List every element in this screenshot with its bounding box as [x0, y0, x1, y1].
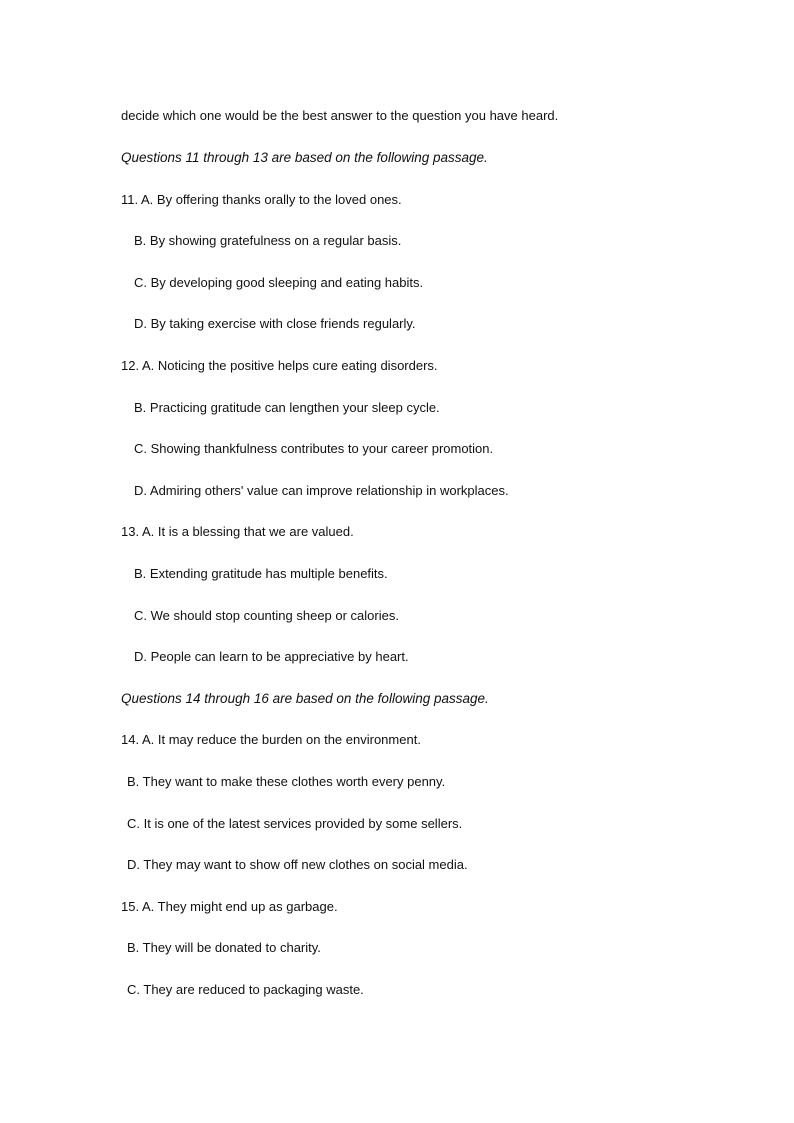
- option-a: A. Noticing the positive helps cure eating disorders.: [141, 358, 438, 373]
- section-heading-1: Questions 11 through 13 are based on the following passage.: [121, 150, 488, 165]
- intro-text: decide which one would be the best answer to the question you have heard.: [121, 108, 559, 123]
- question-number: 12.: [121, 358, 140, 373]
- q12-option-b: B. Practicing gratitude can lengthen your sleep cycle.: [134, 400, 440, 415]
- option-a: A. By offering thanks orally to the loved ones.: [141, 192, 402, 207]
- q14-option-d: D. They may want to show off new clothes on social media.: [127, 857, 468, 872]
- question-15: [121, 899, 338, 915]
- option-a: A. They might end up as garbage.: [141, 899, 338, 914]
- q13-option-d: D. People can learn to be appreciative by heart.: [134, 649, 409, 664]
- option-a: A. It may reduce the burden on the environment.: [141, 732, 421, 747]
- question-number: 13.: [121, 524, 140, 539]
- q15-option-b: B. They will be donated to charity.: [127, 940, 321, 955]
- q15-option-c: C. They are reduced to packaging waste.: [127, 982, 364, 997]
- option-a: A. It is a blessing that we are valued.: [141, 524, 354, 539]
- q12-option-d: D. Admiring others' value can improve relationship in workplaces.: [134, 483, 509, 498]
- question-12: [121, 358, 438, 374]
- question-number: 15.: [121, 899, 140, 914]
- q11-option-d: D. By taking exercise with close friends regularly.: [134, 316, 416, 331]
- question-13: [121, 524, 354, 540]
- q14-option-c: C. It is one of the latest services provided by some sellers.: [127, 816, 463, 831]
- q13-option-b: B. Extending gratitude has multiple benefits.: [134, 566, 388, 581]
- question-number: 11.: [121, 192, 139, 207]
- q11-option-c: C. By developing good sleeping and eating habits.: [134, 275, 424, 290]
- q12-option-c: C. Showing thankfulness contributes to your career promotion.: [134, 441, 494, 456]
- question-number: 14.: [121, 732, 140, 747]
- q13-option-c: C. We should stop counting sheep or calories.: [134, 608, 399, 623]
- question-14: [121, 732, 421, 748]
- q11-option-b: B. By showing gratefulness on a regular basis.: [134, 233, 402, 248]
- q14-option-b: B. They want to make these clothes worth every penny.: [127, 774, 446, 789]
- section-heading-2: Questions 14 through 16 are based on the following passage.: [121, 691, 489, 706]
- question-11: [121, 192, 402, 208]
